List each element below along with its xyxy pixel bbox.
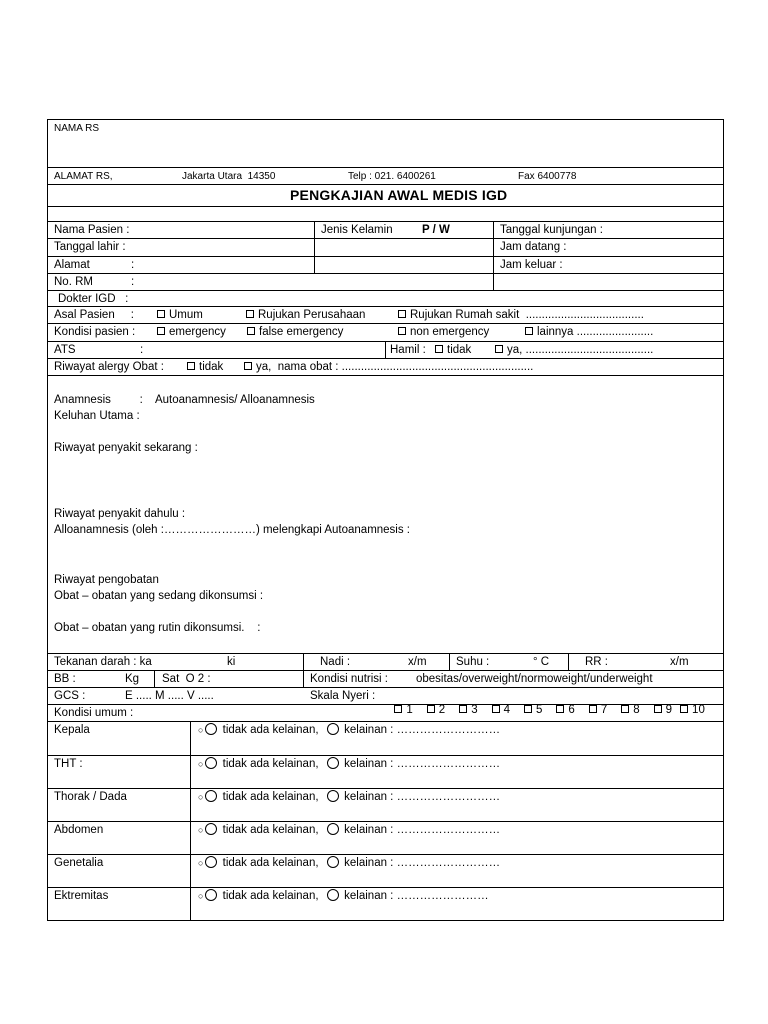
checkbox-icon[interactable]: [459, 705, 467, 713]
divider: [47, 854, 724, 855]
radio-icon[interactable]: [205, 889, 217, 901]
pregnant-label: Hamil :: [390, 344, 426, 356]
nutrition-options: obesitas/overweight/normoweight/underweight: [416, 673, 653, 685]
ats-colon: :: [140, 344, 144, 356]
origin-option-company[interactable]: Rujukan Perusahaan: [246, 308, 365, 322]
weight-label: BB :: [54, 673, 76, 685]
bp-right-label: ki: [227, 656, 236, 668]
exam-row-label: Abdomen: [54, 824, 104, 836]
alloanamnesis-label: Alloanamnesis (oleh :……………………) melengkapi Autoanamnesis :: [54, 524, 411, 536]
past-illness-label: Riwayat penyakit dahulu :: [54, 508, 186, 520]
checkbox-icon[interactable]: [524, 705, 532, 713]
medication-history-label: Riwayat pengobatan: [54, 574, 159, 586]
exam-row-options: ○ tidak ada kelainan, kelainan : ………………………: [198, 857, 501, 869]
origin-label: Asal Pasien :: [54, 309, 134, 321]
checkbox-icon[interactable]: [157, 327, 165, 335]
divider: [47, 323, 724, 324]
radio-small-icon: ○: [198, 825, 204, 835]
radio-icon[interactable]: [205, 823, 217, 835]
origin-option-umum[interactable]: Umum: [157, 308, 203, 322]
pain-option[interactable]: 6: [556, 704, 574, 716]
pain-option[interactable]: 4: [492, 704, 510, 716]
rm-colon: :: [131, 276, 135, 288]
divider: [47, 290, 724, 291]
divider: [47, 273, 724, 274]
nutrition-label: Kondisi nutrisi :: [310, 673, 388, 685]
checkbox-icon[interactable]: [398, 310, 406, 318]
divider: [303, 653, 304, 687]
exam-row-options: ○ tidak ada kelainan, kelainan : ………………………: [198, 758, 501, 770]
divider: [314, 221, 315, 273]
anamnesis-label: Anamnesis : Autoanamnesis/ Alloanamnesis: [54, 394, 315, 406]
checkbox-icon[interactable]: [244, 362, 252, 370]
radio-small-icon: ○: [198, 858, 204, 868]
current-drugs-label: Obat – obatan yang sedang dikonsumsi :: [54, 590, 264, 602]
checkbox-icon[interactable]: [398, 327, 406, 335]
divider: [47, 687, 724, 688]
pain-scale-label: Skala Nyeri :: [310, 690, 376, 702]
pain-scale-options: [388, 689, 719, 717]
exam-row-label: Ektremitas: [54, 890, 109, 902]
checkbox-icon[interactable]: [589, 705, 597, 713]
checkbox-icon[interactable]: [157, 310, 165, 318]
divider: [47, 358, 724, 359]
exam-row-label: Kepala: [54, 724, 90, 736]
exit-time-label: Jam keluar :: [500, 259, 563, 271]
radio-icon[interactable]: [205, 856, 217, 868]
pulse-unit: x/m: [408, 656, 427, 668]
radio-small-icon: ○: [198, 891, 204, 901]
routine-drugs-label: Obat – obatan yang rutin dikonsumsi. :: [54, 622, 261, 634]
radio-icon[interactable]: [327, 790, 339, 802]
current-illness-label: Riwayat penyakit sekarang :: [54, 442, 198, 454]
checkbox-icon[interactable]: [621, 705, 629, 713]
divider: [47, 755, 724, 756]
radio-icon[interactable]: [327, 757, 339, 769]
divider: [47, 306, 724, 307]
visit-date-label: Tanggal kunjungan :: [500, 224, 603, 236]
oxygen-sat-label: Sat O 2 :: [162, 673, 211, 685]
hospital-address: ALAMAT RS,: [54, 171, 113, 182]
gender-options: P / W: [422, 224, 450, 236]
hospital-name: NAMA RS: [54, 123, 100, 134]
form-title: PENGKAJIAN AWAL MEDIS IGD: [290, 187, 508, 203]
pregnant-option-no[interactable]: tidak: [435, 343, 471, 357]
radio-icon[interactable]: [205, 757, 217, 769]
pain-option[interactable]: 2: [427, 704, 445, 716]
radio-small-icon: ○: [198, 759, 204, 769]
radio-icon[interactable]: [327, 823, 339, 835]
hospital-city: Jakarta Utara 14350: [182, 171, 276, 182]
pain-option[interactable]: 10: [680, 704, 705, 716]
rm-label: No. RM: [54, 276, 93, 288]
pregnant-option-yes[interactable]: ya, ........................................: [495, 343, 653, 357]
checkbox-icon[interactable]: [495, 345, 503, 353]
temp-unit: ° C: [533, 656, 550, 668]
condition-option-false-emergency[interactable]: false emergency: [247, 325, 343, 339]
checkbox-icon[interactable]: [435, 345, 443, 353]
checkbox-icon[interactable]: [492, 705, 500, 713]
checkbox-icon[interactable]: [427, 705, 435, 713]
checkbox-icon[interactable]: [247, 327, 255, 335]
pain-option[interactable]: 5: [524, 704, 542, 716]
origin-option-hospital[interactable]: Rujukan Rumah sakit .....................................: [398, 308, 644, 322]
radio-icon[interactable]: [205, 790, 217, 802]
ats-label: ATS: [54, 344, 76, 356]
checkbox-icon[interactable]: [187, 362, 195, 370]
divider: [47, 670, 724, 671]
bp-label: Tekanan darah : ka: [54, 656, 152, 668]
divider: [47, 721, 724, 722]
rr-label: RR :: [585, 656, 608, 668]
allergy-label: Riwayat alergy Obat :: [54, 361, 164, 373]
allergy-option-no[interactable]: tidak: [187, 360, 223, 374]
hospital-fax: Fax 6400778: [518, 171, 577, 182]
checkbox-icon[interactable]: [556, 705, 564, 713]
general-condition-label: Kondisi umum :: [54, 707, 134, 719]
divider: [47, 887, 724, 888]
divider: [449, 653, 450, 670]
doctor-label: Dokter IGD :: [58, 293, 129, 305]
divider: [47, 375, 724, 376]
divider: [47, 256, 724, 257]
pain-option[interactable]: 9: [654, 704, 672, 716]
divider: [385, 341, 386, 358]
pulse-label: Nadi :: [320, 656, 351, 668]
patient-name-label: Nama Pasien :: [54, 224, 130, 236]
hospital-phone: Telp : 021. 6400261: [348, 171, 436, 182]
address-colon: :: [131, 259, 135, 271]
divider: [568, 653, 569, 670]
radio-small-icon: ○: [198, 725, 204, 735]
condition-option-other[interactable]: lainnya ........................: [525, 325, 653, 339]
chief-complaint-label: Keluhan Utama :: [54, 410, 140, 422]
divider: [190, 721, 191, 921]
checkbox-icon[interactable]: [525, 327, 533, 335]
pain-option[interactable]: 8: [621, 704, 639, 716]
checkbox-icon[interactable]: [246, 310, 254, 318]
checkbox-icon[interactable]: [394, 705, 402, 713]
exam-row-label: THT :: [54, 758, 83, 770]
divider: [154, 670, 155, 687]
gender-label: Jenis Kelamin: [321, 224, 393, 236]
divider: [47, 184, 724, 185]
condition-option-emergency[interactable]: emergency: [157, 325, 226, 339]
weight-unit: Kg: [125, 673, 140, 685]
address-label: Alamat: [54, 259, 90, 271]
exam-row-options: ○ tidak ada kelainan, kelainan : ………………………: [198, 791, 501, 803]
exam-row-options: ○ tidak ada kelainan, kelainan : ……………………: [198, 890, 489, 902]
exam-row-label: Genetalia: [54, 857, 104, 869]
condition-label: Kondisi pasien :: [54, 326, 136, 338]
arrival-time-label: Jam datang :: [500, 241, 567, 253]
divider: [47, 221, 724, 222]
radio-small-icon: ○: [198, 792, 204, 802]
dob-label: Tanggal lahir :: [54, 241, 126, 253]
allergy-option-yes[interactable]: ya, nama obat : ............................................................: [244, 360, 533, 374]
radio-icon[interactable]: [205, 723, 217, 735]
checkbox-icon[interactable]: [654, 705, 662, 713]
rr-unit: x/m: [670, 656, 689, 668]
divider: [47, 788, 724, 789]
exam-row-options: ○ tidak ada kelainan, kelainan : ………………………: [198, 724, 501, 736]
divider: [47, 167, 724, 168]
checkbox-icon[interactable]: [680, 705, 688, 713]
radio-icon[interactable]: [327, 856, 339, 868]
gcs-label: GCS :: [54, 690, 86, 702]
gcs-value: E ..... M ..... V .....: [125, 690, 214, 702]
exam-row-label: Thorak / Dada: [54, 791, 127, 803]
temp-label: Suhu :: [456, 656, 490, 668]
divider: [47, 821, 724, 822]
pain-option[interactable]: 3: [459, 704, 477, 716]
exam-row-options: ○ tidak ada kelainan, kelainan : ………………………: [198, 824, 501, 836]
divider: [493, 221, 494, 290]
pain-option[interactable]: 1: [394, 704, 412, 716]
condition-option-non-emergency[interactable]: non emergency: [398, 325, 489, 339]
divider: [47, 238, 724, 239]
divider: [47, 653, 724, 654]
radio-icon[interactable]: [327, 723, 339, 735]
divider: [47, 206, 724, 207]
radio-icon[interactable]: [327, 889, 339, 901]
pain-option[interactable]: 7: [589, 704, 607, 716]
